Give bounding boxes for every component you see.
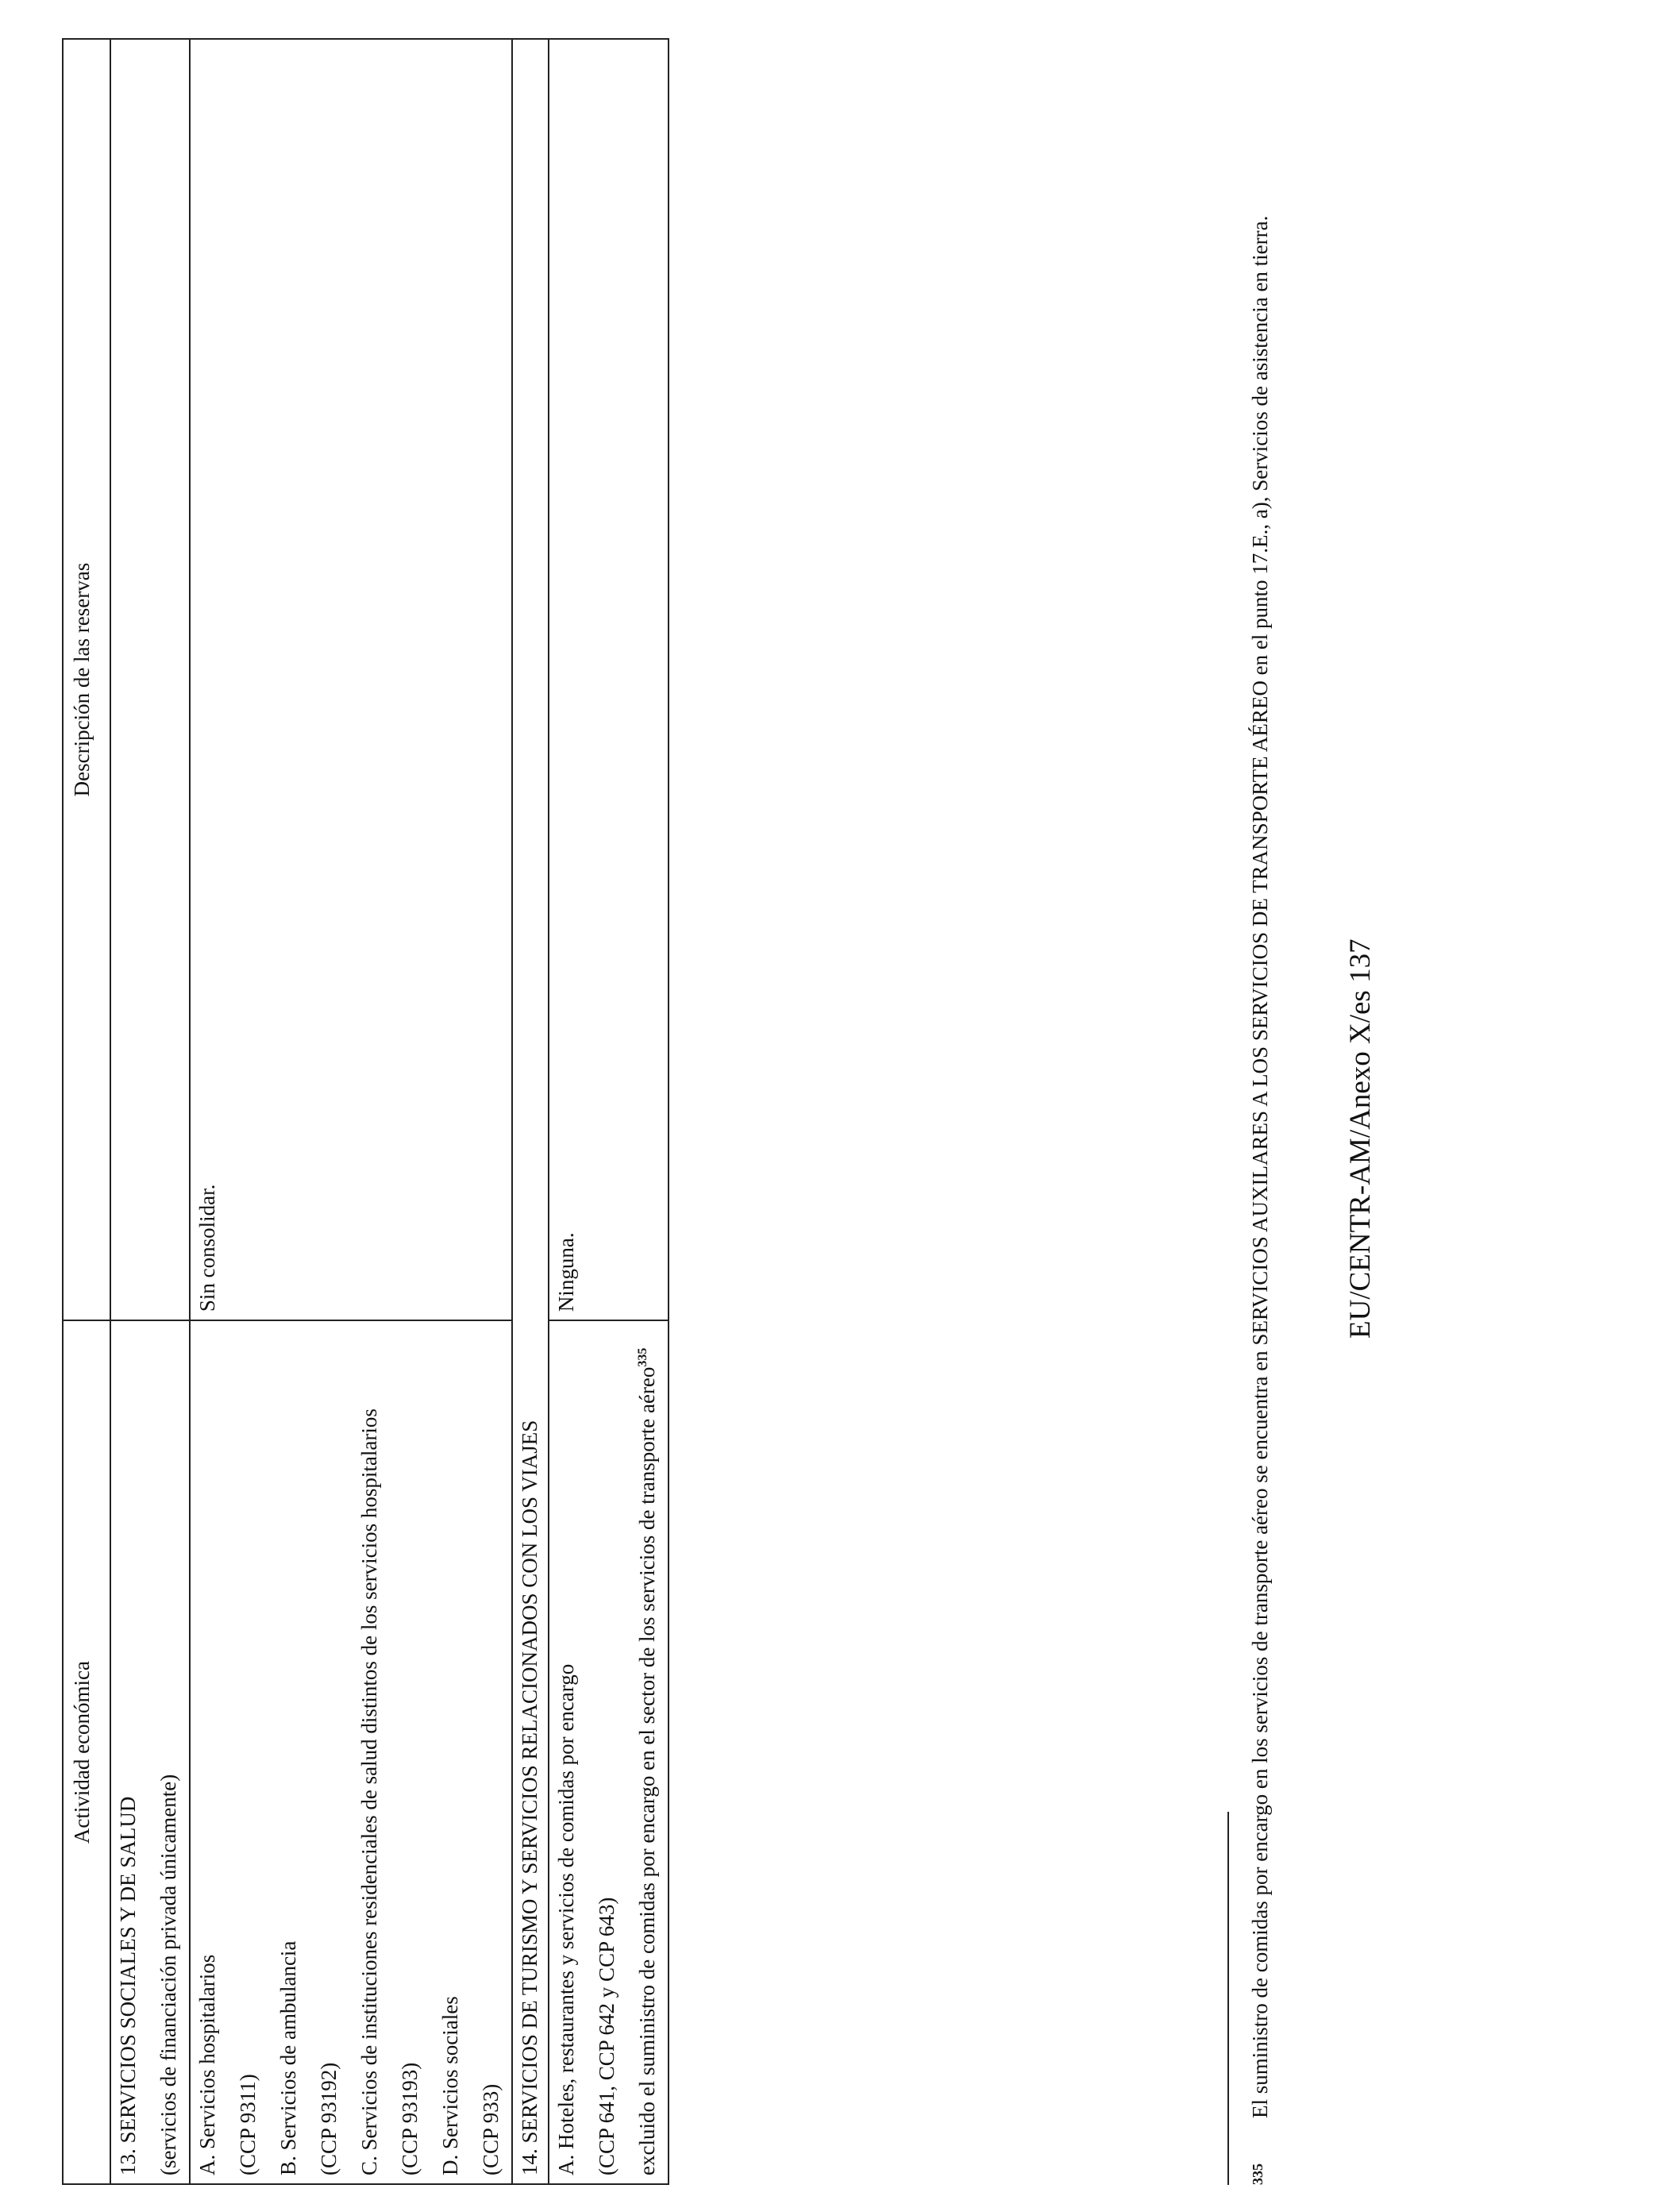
section-14-row xyxy=(512,39,548,2184)
footnote-text: El suministro de comidas por encargo en los servicios de transporte aéreo se encuentra en SERVICIOS AUXILARES A LOS SERVICIOS DE TRANSPORTE AÉREO en el punto 17.E., a), Servicios de asistencia en tierra. xyxy=(1248,215,1272,2118)
reservation-text: Sin consolidar. xyxy=(195,1184,220,1312)
table-row xyxy=(549,39,669,2184)
footnote-divider xyxy=(1227,1812,1229,2185)
section-13-heading xyxy=(110,1320,190,2184)
activity-line: (CCP 93193) xyxy=(398,2062,422,2175)
activity-line-with-footnote xyxy=(635,1329,660,2175)
header-economic-activity: Actividad económica xyxy=(63,1320,110,2184)
reservation-cell-13 xyxy=(190,39,512,1320)
activity-line: B. Servicios de ambulancia xyxy=(276,1940,301,2175)
activity-line: A. Servicios hospitalarios xyxy=(195,1954,220,2175)
section-14-heading: 14. SERVICIOS DE TURISMO Y SERVICIOS RELACIONADOS CON LOS VIAJES xyxy=(512,39,548,2184)
table-header-row xyxy=(63,39,110,2184)
activity-last-text: excluido el suministro de comidas por encargo en el sector de los servicios de transporte aéreo xyxy=(634,1366,659,2175)
activity-line: (CCP 933) xyxy=(479,2083,503,2175)
activity-line: D. Servicios sociales xyxy=(438,1996,463,2175)
activity-line: C. Servicios de instituciones residenciales de salud distintos de los servicios hospitalarios xyxy=(357,1408,382,2175)
activity-line: (CCP 93192) xyxy=(317,2062,341,2175)
activity-line: (CCP 9311) xyxy=(236,2074,260,2175)
reservation-cell-14 xyxy=(549,39,669,1320)
header-reservations-description: Descripción de las reservas xyxy=(63,39,110,1320)
section-13-subtitle: (servicios de financiación privada únicamente) xyxy=(156,1774,181,2175)
section-13-empty-cell xyxy=(110,39,190,1320)
reservations-table xyxy=(62,38,669,2185)
table-row xyxy=(190,39,512,2184)
activity-cell-14 xyxy=(549,1320,669,2184)
footnote-number: 335 xyxy=(1250,2164,1266,2185)
reservation-text: Ninguna. xyxy=(553,1232,578,1312)
section-13-row xyxy=(110,39,190,2184)
activity-cell-13 xyxy=(190,1320,512,2184)
activity-line: (CCP 641, CCP 642 y CCP 643) xyxy=(594,1897,618,2175)
page-footer-label: EU/CENTR-AM/Anexo X/es 137 xyxy=(1344,938,1377,1339)
footnote-reference[interactable]: 335 xyxy=(635,1347,649,1367)
activity-line: A. Hoteles, restaurantes y servicios de comidas por encargo xyxy=(553,1663,578,2175)
section-13-title: 13. SERVICIOS SOCIALES Y DE SALUD xyxy=(116,1796,140,2175)
footnote xyxy=(1248,121,1273,2185)
